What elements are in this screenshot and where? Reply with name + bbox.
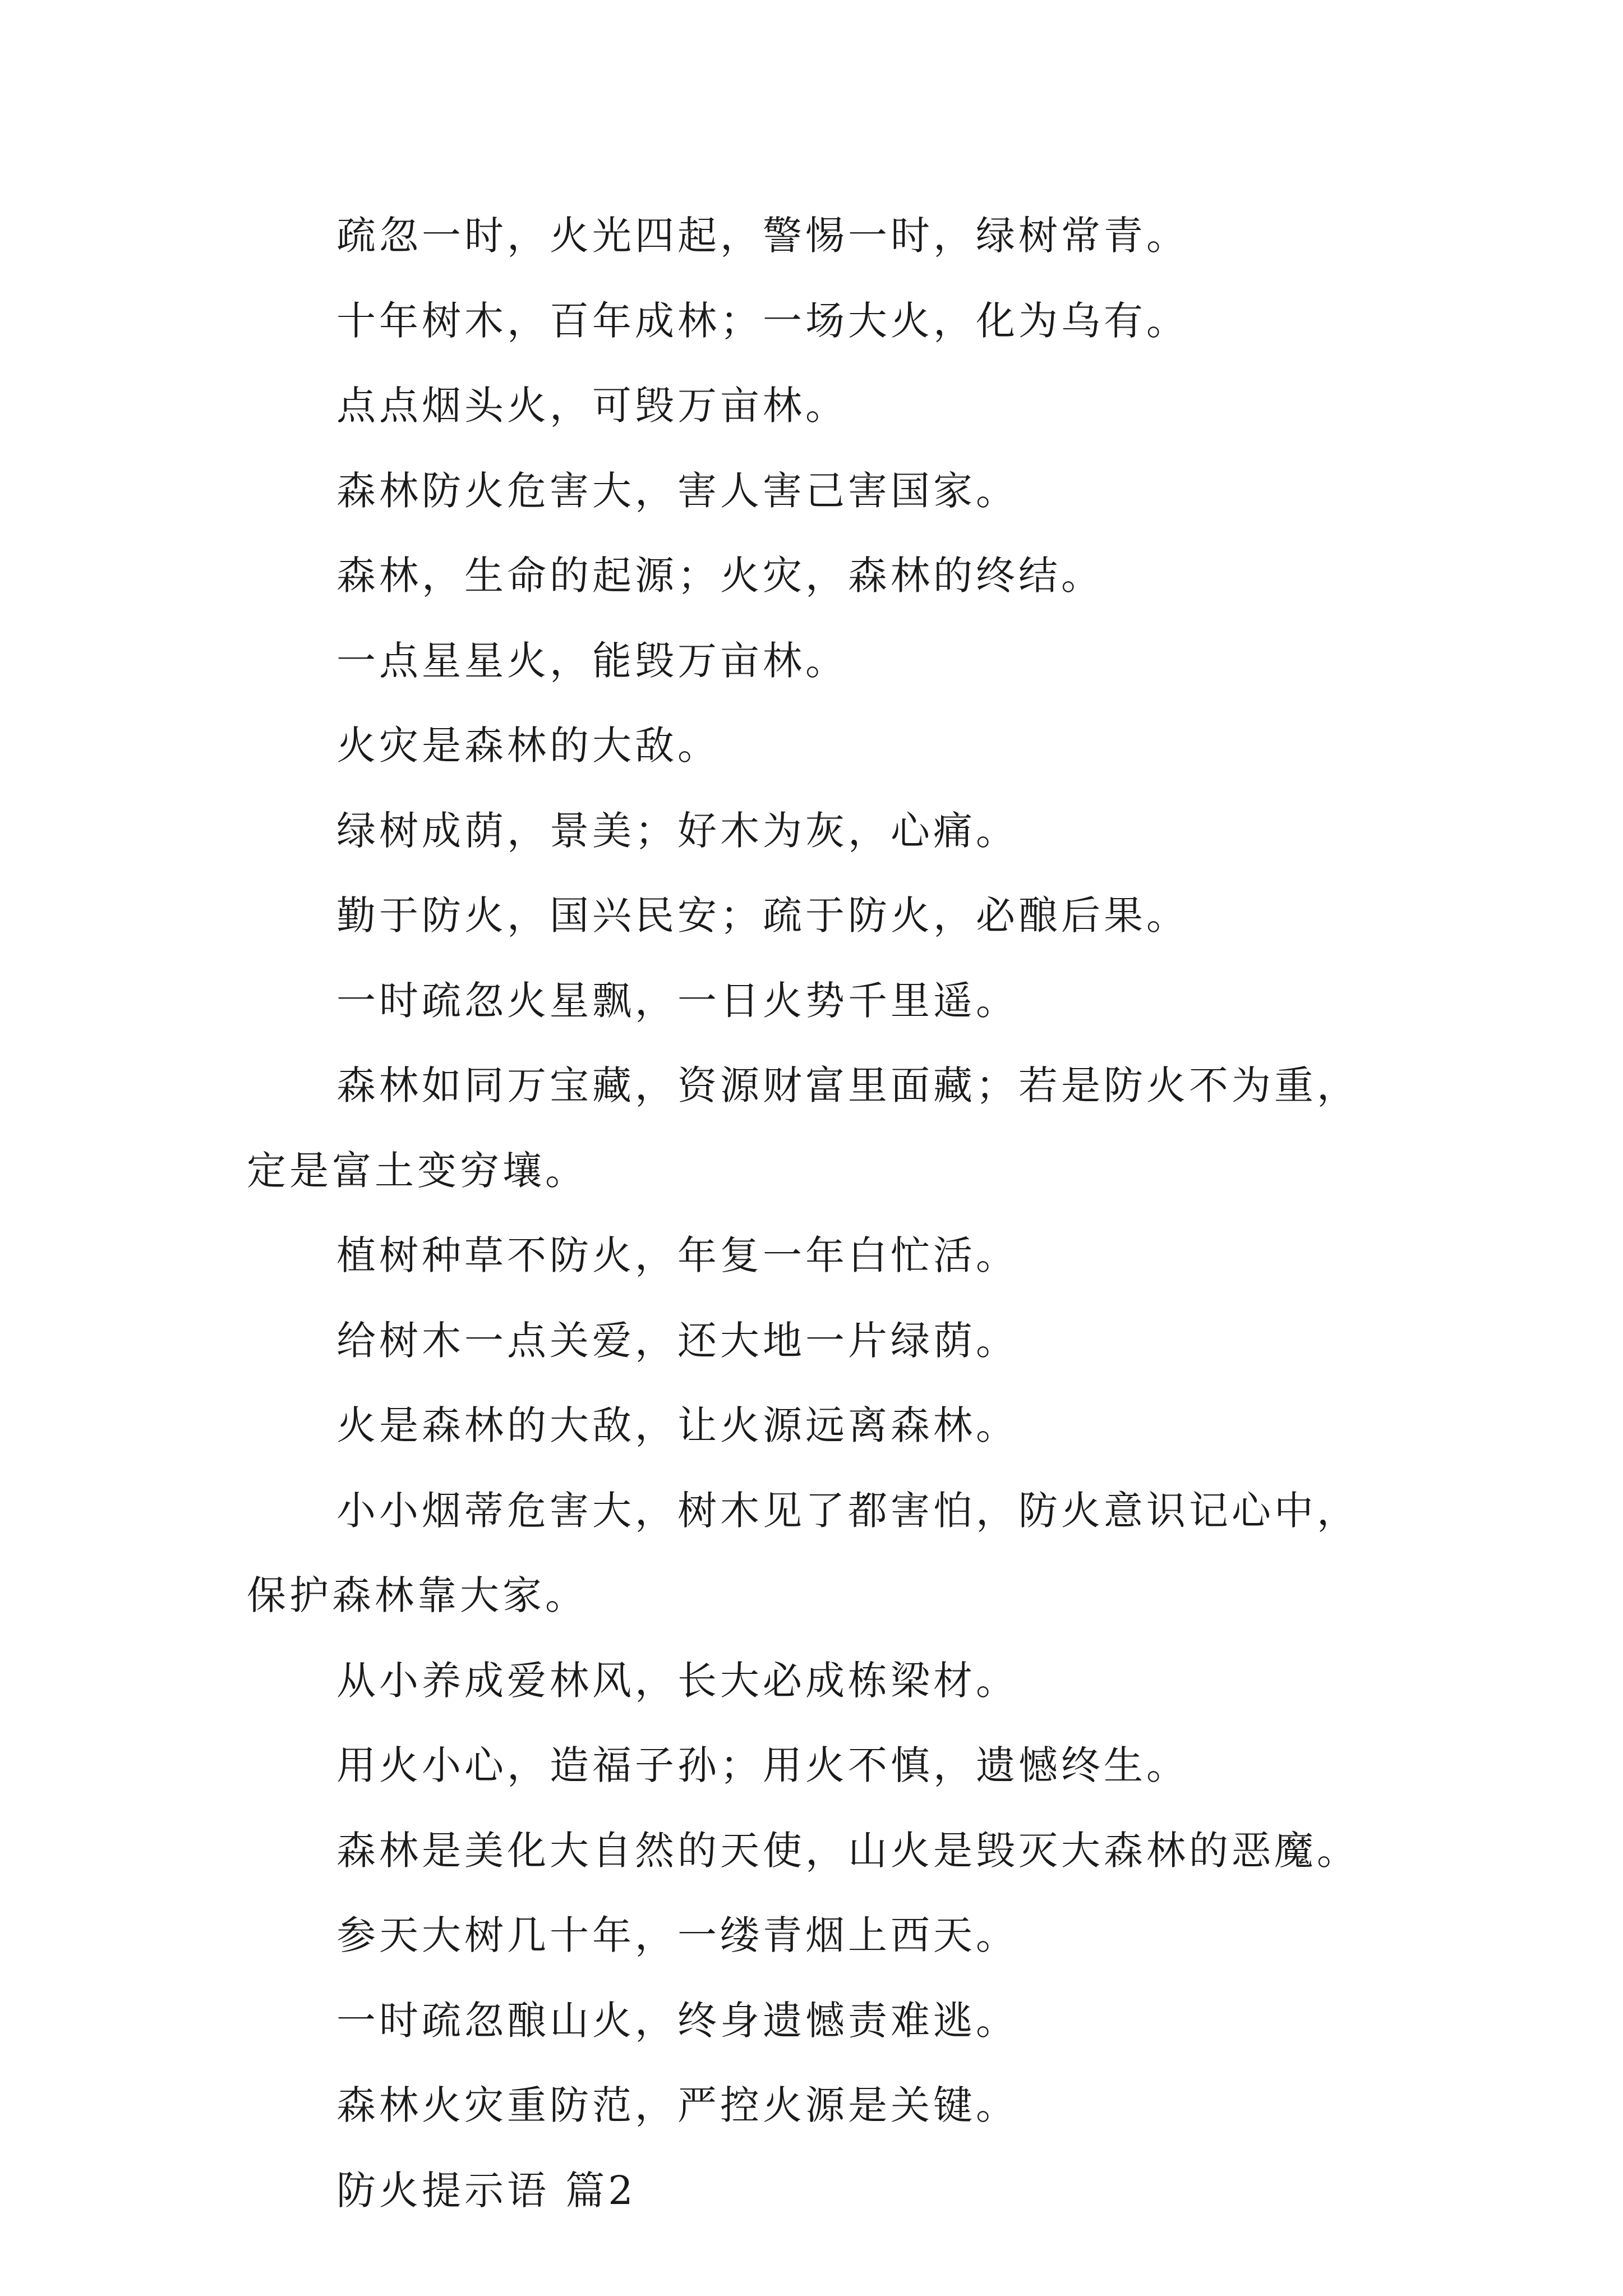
paragraph: 火灾是森林的大敌。 — [336, 723, 720, 769]
paragraph: 森林如同万宝藏，资源财富里面藏；若是防火不为重，定是富土变穷壤。 — [247, 1062, 1359, 1194]
paragraph: 一时疏忽火星飘，一日火势千里遥。 — [336, 977, 1018, 1024]
section-heading: 防火提示语 篇2 — [336, 2167, 637, 2214]
paragraph: 森林，生命的起源；火灾，森林的终结。 — [336, 553, 1104, 599]
paragraph: 森林是美化大自然的天使，山火是毁灭大森林的恶魔。 — [336, 1827, 1359, 1874]
paragraph: 从小养成爱林风，长大必成栋梁材。 — [336, 1657, 1018, 1704]
paragraph: 小小烟蒂危害大，树木见了都害怕，防火意识记心中，保护森林靠大家。 — [247, 1487, 1359, 1618]
paragraph: 参天大树几十年，一缕青烟上西天。 — [336, 1912, 1018, 1958]
document-body — [247, 194, 1391, 2233]
paragraph: 点点烟头火，可毁万亩林。 — [336, 383, 848, 429]
paragraph: 火是森林的大敌，让火源远离森林。 — [336, 1402, 1018, 1448]
paragraph: 给树木一点关爱，还大地一片绿荫。 — [336, 1317, 1018, 1364]
paragraph: 一点星星火，能毁万亩林。 — [336, 637, 848, 684]
paragraph: 用火小心，造福子孙；用火不慎，遗憾终生。 — [336, 1742, 1189, 1788]
paragraph: 十年树木，百年成林；一场大火，化为乌有。 — [336, 297, 1189, 344]
paragraph: 勤于防火，国兴民安；疏于防火，必酿后果。 — [336, 892, 1189, 938]
paragraph: 一时疏忽酿山火，终身遗憾责难逃。 — [336, 1997, 1018, 2044]
paragraph: 绿树成荫，景美；好木为灰，心痛。 — [336, 807, 1018, 854]
paragraph: 疏忽一时，火光四起，警惕一时，绿树常青。 — [336, 213, 1189, 259]
paragraph: 植树种草不防火，年复一年白忙活。 — [336, 1232, 1018, 1278]
paragraph: 森林火灾重防范，严控火源是关键。 — [336, 2082, 1018, 2128]
paragraph: 森林防火危害大，害人害己害国家。 — [336, 467, 1018, 514]
